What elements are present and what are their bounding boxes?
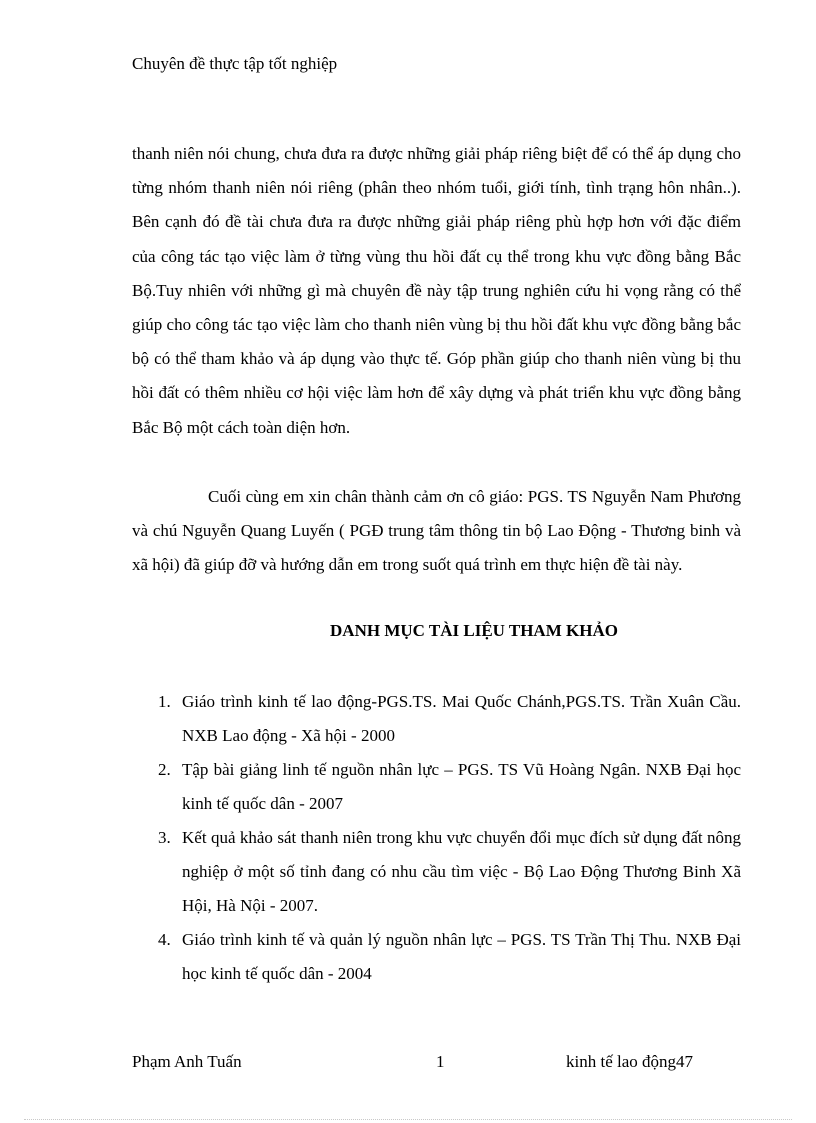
reference-item [158, 685, 741, 753]
reference-text: Kết quả khảo sát thanh niên trong khu vực chuyển đổi mục đích sử dụng đất nông nghiệp ở một số tỉnh đang có nhu cầu tìm việc - Bộ Lao Động Thương Binh Xã Hội, Hà Nội - 2007. [182, 828, 741, 915]
reference-number: 2. [158, 760, 171, 779]
reference-number: 3. [158, 828, 171, 847]
reference-number: 1. [158, 692, 171, 711]
references-list [158, 685, 741, 991]
footer-author: Phạm Anh Tuấn [132, 1052, 242, 1071]
reference-text: Giáo trình kinh tế và quản lý nguồn nhân lực – PGS. TS Trần Thị Thu. NXB Đại học kinh tế quốc dân - 2004 [182, 930, 741, 983]
reference-item [158, 923, 741, 991]
reference-text: Giáo trình kinh tế lao động-PGS.TS. Mai Quốc Chánh,PGS.TS. Trần Xuân Cầu. NXB Lao động - Xã hội - 2000 [182, 692, 741, 745]
page-bottom-divider [24, 1119, 792, 1120]
references-title: DANH MỤC TÀI LIỆU THAM KHẢO [330, 621, 618, 640]
reference-item [158, 753, 741, 821]
body-paragraph-2: Cuối cùng em xin chân thành cảm ơn cô giáo: PGS. TS Nguyễn Nam Phương và chú Nguyễn Quang Luyến ( PGĐ trung tâm thông tin bộ Lao Động - Thương binh và xã hội) đã giúp đỡ và hướng dẫn em trong suốt quá trình em thực hiện đề tài này. [132, 487, 741, 575]
footer-page-number: 1 [436, 1052, 445, 1071]
body-paragraph-1: thanh niên nói chung, chưa đưa ra được những giải pháp riêng biệt để có thể áp dụng cho từng nhóm thanh niên nói riêng (phân theo nhóm tuổi, giới tính, tình trạng hôn nhân..). Bên cạnh đó đề tài chưa đưa ra được những giải pháp riêng phù hợp hơn với đặc điểm của công tác tạo việc làm ở từng vùng thu hồi đất cụ thể trong khu vực đồng bằng Bắc Bộ.Tuy nhiên với những gì mà chuyên đề này tập trung nghiên cứu hi vọng rằng có thể giúp cho công tác tạo việc làm cho thanh niên vùng bị thu hồi đất khu vực đồng bằng bắc bộ có thể tham khảo và áp dụng vào thực tế. Góp phần giúp cho thanh niên vùng bị thu hồi đất có thêm nhiều cơ hội việc làm hơn để xây dựng và phát triển khu vực đồng bằng Bắc Bộ một cách toàn diện hơn. [132, 144, 741, 437]
page-header-title: Chuyên đề thực tập tốt nghiệp [132, 54, 338, 73]
reference-item [158, 821, 741, 923]
reference-text: Tập bài giảng linh tế nguồn nhân lực – PGS. TS Vũ Hoàng Ngân. NXB Đại học kinh tế quốc dân - 2007 [182, 760, 741, 813]
reference-number: 4. [158, 930, 171, 949]
footer-class-name: kinh tế lao động47 [566, 1052, 694, 1071]
